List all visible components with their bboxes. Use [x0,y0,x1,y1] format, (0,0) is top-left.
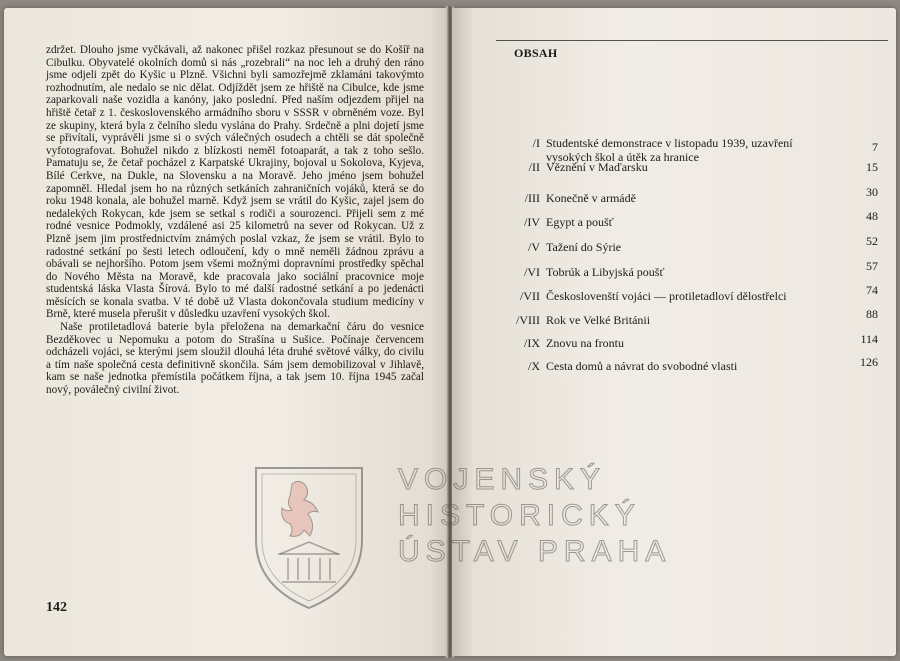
chapter-title: Cesta domů a návrat do svobodné vlasti [546,359,738,373]
chapter-title: Tobrúk a Libyjská poušť [546,265,665,279]
chapter-page: 57 [866,259,878,273]
chapter-number: /II [528,160,540,174]
chapter-number: /IV [524,215,540,229]
chapter-page: 48 [866,209,878,223]
chapter-title: Věznění v Maďarsku [546,160,648,174]
chapter-page: 74 [866,283,878,297]
chapter-title: Konečně v armádě [546,191,636,205]
paragraph: zdržet. Dlouho jsme vyčkávali, až nakonec přišel rozkaz přesunout se do Košíř na Cibulku. Obyvatelé okolních domů si nás „rozebrali“ na noc leh a druhý den ráno jsme odjeli zpět do Kyšic u Plzně. Všichni byli samozřejmě zklamáni takovýmto rozhodnutím, ale nedalo se nic dělat. Odjíždět jsem ze hřiště na Cibulce, kde jsme zaparkovali naše vozidla a kanóny, jako poslední. Před naším odjezdem přijel na hřiště četař z 1. československého armádního sboru v SSSR v obrněném voze. Byl ze skupiny, která byla z čelního sledu vyslána do Prahy. Srdečně a plni dojetí jsme se přivítali, vyprávěli jsme si o svých válečných osudech a chtěli se dát společně vyfotografovat. Bohužel nikdo z blízkosti neměl fotoaparát, a tak z toho sešlo. Pamatuju se, že četař pocházel z Karpatské Ukrajiny, bojoval u Sokolova, Kyjeva, Bílé Cerkve, na Dukle, na Slovensku a na Moravě. Jeho jméno jsem bohužel zapomněl. Hledal jsem ho na různých setkáních zahraničních vojáků, která se do roku 1948 konala, ale bohužel marně. Když jsem se vrátil do Kyšic, zajel jsem do nedalekých Rokycan, kde jsem se setkal s rodiči a sourozenci. Přijeli sem z mé rodné vesnice Podmokly, vzdálené asi 25 kilometrů na sever od Rokycan. Už z Plzně jsem jim prostřednictvím známých poslal vzkaz, že jsem se vrátil. Bylo to radostné setkání po šesti letech odloučení, kdy o mně neměli žádnou zprávu a obávali se nejhoršího. Potom jsem všemi možnými dopravními prostředky spěchal do Nového Města na Moravě, kde pracovala jako sociální pracovnice moje studentská láska Vlasta Šírová. Bylo to mé další radostné setkání a po jedenácti měsících se konala svatba. V té době už Vlasta dokončovala studium medicíny v Brně, které musela přerušit v důsledku uzavření vysokých škol. [46,44,424,321]
chapter-title: Rok ve Velké Británii [546,313,651,327]
toc-entry [506,355,878,375]
body-text [46,44,424,397]
chapter-page: 7 [872,140,878,154]
chapter-number: /V [528,240,540,254]
right-page [452,8,896,656]
toc-entry [506,209,878,231]
toc-entry [506,234,878,256]
left-page [4,8,448,656]
chapter-title: Studentské demonstrace v listopadu 1939, uzavření vysokých škol a útěk za hranice [546,136,793,164]
chapter-page: 114 [860,332,878,346]
chapter-page: 52 [866,234,878,248]
contents-heading: OBSAH [514,46,558,60]
chapter-number: /VI [524,265,540,279]
chapter-page: 88 [866,307,878,321]
chapter-number: /I [532,136,540,150]
toc-entry [506,332,878,352]
chapter-title: Znovu na frontu [546,336,624,350]
chapter-number: /VIII [516,313,540,327]
header-rule [496,40,888,41]
toc-entry [506,307,878,329]
chapter-page: 126 [860,355,878,369]
toc-entry [506,259,878,281]
chapter-page: 30 [866,185,878,199]
chapter-title: Českoslovenští vojáci — protiletadloví dělostřelci [546,289,787,303]
toc-entry [506,185,878,207]
chapter-page: 15 [866,160,878,174]
toc-entry [506,160,878,176]
chapter-number: /VII [520,289,540,303]
page-number: 142 [46,600,67,615]
paragraph: Naše protiletadlová baterie byla přeložena na demarkační čáru do vesnice Bezděkovec u Nepomuku a potom do Strašína u Sušice. Počínaje červencem odcházeli vojáci, se kterými jsem sloužil dlouhá léta druhé světové války, do civilu a tím naše společná cesta definitivně skončila. Sám jsem demobilizoval v Jihlavě, kam se naše jednotka přemístila počátkem října, a tak jsem 10. října 1945 začal nový, poválečný civilní život. [46,321,424,397]
chapter-title: Tažení do Sýrie [546,240,622,254]
chapter-number: /IX [524,336,540,350]
chapter-number: /X [528,359,540,373]
chapter-title: Egypt a poušť [546,215,614,229]
toc-entry [506,283,878,305]
chapter-number: /III [524,191,540,205]
